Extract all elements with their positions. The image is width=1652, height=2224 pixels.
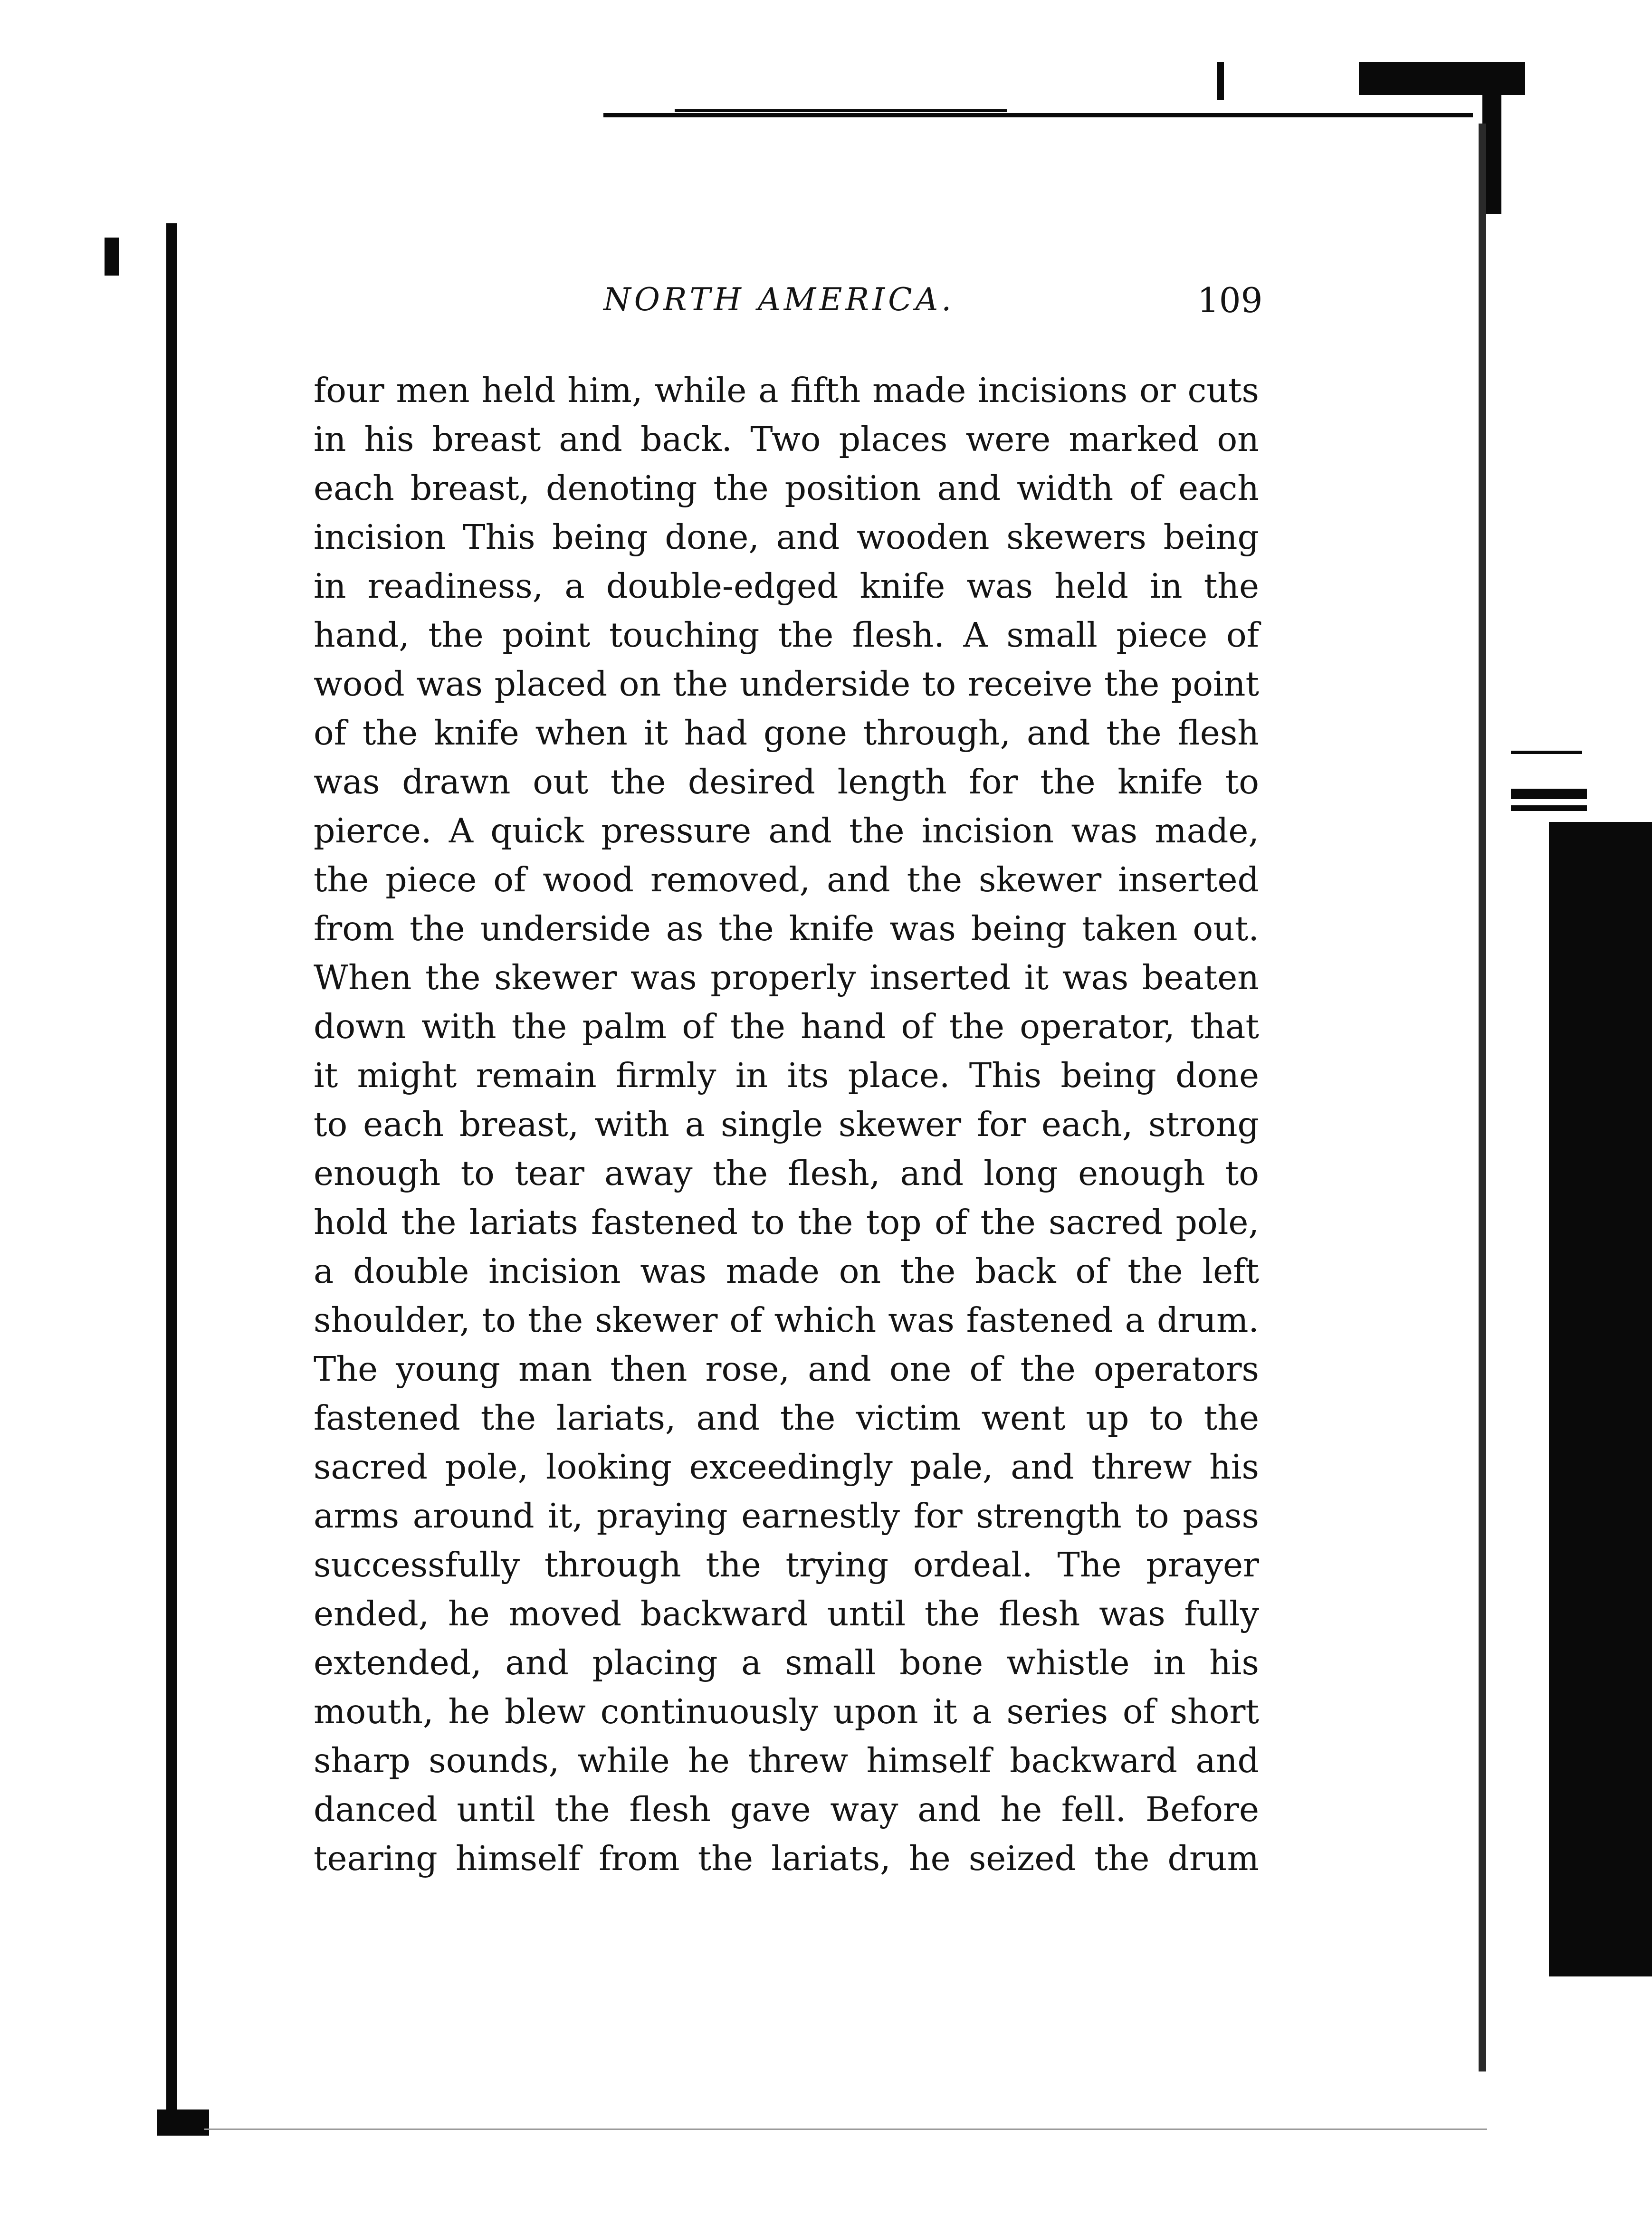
text-line: in his breast and back. Two places were marked on — [314, 420, 1259, 459]
scan-right-edge — [1479, 124, 1486, 2071]
scan-left-bar-base — [157, 2109, 209, 2136]
text-line: incision This being done, and wooden skewers being — [314, 517, 1259, 557]
scan-top-mark — [1217, 62, 1224, 100]
text-line: wood was placed on the underside to receive the point — [314, 664, 1259, 704]
text-line: shoulder, to the skewer of which was fastened a drum. — [314, 1300, 1259, 1340]
text-line: extended, and placing a small bone whistle in his — [314, 1643, 1259, 1682]
text-line: hold the lariats fastened to the top of the sacred pole, — [314, 1203, 1259, 1242]
text-line: was drawn out the desired length for the knife to — [314, 762, 1259, 802]
text-line: ended, he moved backward until the flesh was fully — [314, 1594, 1259, 1633]
text-line: pierce. A quick pressure and the incision was made, — [314, 811, 1259, 850]
scan-right-line — [1511, 805, 1587, 811]
text-line: successfully through the trying ordeal. The prayer — [314, 1545, 1259, 1584]
text-line: a double incision was made on the back of the left — [314, 1251, 1259, 1291]
text-line: When the skewer was properly inserted it was beaten — [314, 958, 1259, 997]
text-line: sacred pole, looking exceedingly pale, and threw his — [314, 1447, 1259, 1487]
page-number: 109 — [1197, 280, 1263, 320]
text-line: arms around it, praying earnestly for strength to pass — [314, 1496, 1259, 1536]
text-line: fastened the lariats, and the victim went up to the — [314, 1398, 1259, 1438]
body-text — [314, 366, 1259, 1883]
text-line: of the knife when it had gone through, and the flesh — [314, 713, 1259, 753]
scan-right-line — [1511, 789, 1587, 799]
text-line: the piece of wood removed, and the skewer inserted — [314, 860, 1259, 899]
text-line: mouth, he blew continuously upon it a series of short — [314, 1692, 1259, 1731]
text-line: The young man then rose, and one of the operators — [314, 1349, 1259, 1389]
text-line: in readiness, a double-edged knife was held in the — [314, 566, 1259, 606]
text-line: four men held him, while a fifth made incisions or cuts — [314, 371, 1259, 410]
scan-left-bar — [166, 223, 177, 2136]
text-line: tearing himself from the lariats, he seized the drum — [314, 1839, 1259, 1878]
text-line: it might remain firmly in its place. This being done — [314, 1056, 1259, 1095]
scan-right-line — [1511, 751, 1582, 754]
running-title: NORTH AMERICA. — [603, 281, 955, 318]
scan-top-rule — [603, 113, 1473, 117]
text-line: each breast, denoting the position and width of each — [314, 468, 1259, 508]
text-line: hand, the point touching the flesh. A small piece of — [314, 615, 1259, 655]
scan-rule-dash — [675, 109, 1007, 112]
text-line: danced until the flesh gave way and he fell. Before — [314, 1790, 1259, 1829]
scan-bottom-dust — [204, 2129, 1487, 2130]
scan-right-block — [1549, 822, 1652, 1976]
text-line: to each breast, with a single skewer for each, strong — [314, 1105, 1259, 1144]
text-line: enough to tear away the flesh, and long enough to — [314, 1154, 1259, 1193]
text-line: down with the palm of the hand of the operator, that — [314, 1007, 1259, 1046]
scan-left-notch — [105, 238, 119, 276]
text-line: sharp sounds, while he threw himself backward and — [314, 1741, 1259, 1780]
text-line: from the underside as the knife was being taken out. — [314, 909, 1259, 948]
